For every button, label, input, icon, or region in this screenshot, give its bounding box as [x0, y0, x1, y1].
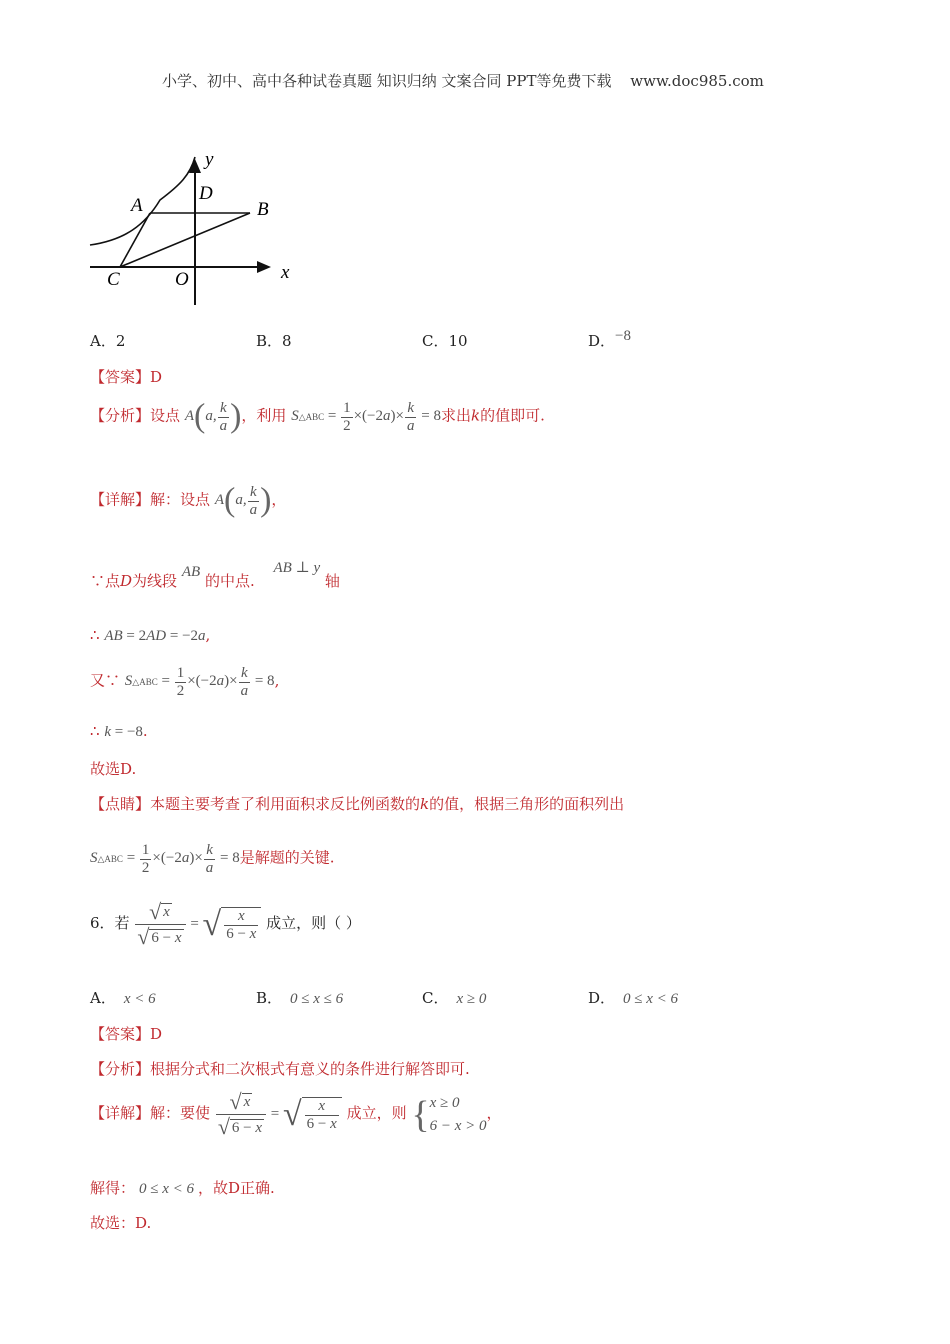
label-b: B [257, 199, 269, 220]
x-axis-arrow [257, 261, 271, 273]
q5-option-d: D．−8 [588, 328, 631, 350]
q6-option-b: B． 0 ≤ x ≤ 6 [256, 989, 344, 1007]
q6-analysis: 【分析】根据分式和二次根式有意义的条件进行解答即可. [90, 1060, 470, 1078]
q5-therefore-k: ∴ k = −8. [90, 722, 148, 740]
q5-tip-formula: S△ABC = $\frac{1}{2}$ ×(−2a)× $\frac{k}{a}$ = 8是解题的关键. [90, 842, 335, 876]
q5-option-a: A．2 [90, 332, 126, 350]
q5-detail: 【详解】解：设点 A(a, $\frac{k}{a}$ )， [90, 482, 287, 519]
label-y: y [205, 149, 214, 170]
q5-option-c: C．10 [422, 332, 468, 350]
q6-answer: 【答案】D [90, 1025, 163, 1043]
header-text: 小学、初中、高中各种试卷真题 知识归纳 文案合同 PPT等免费下载 www.doc985.com [162, 72, 764, 90]
label-c: C [107, 269, 120, 290]
q6-option-a: A． x < 6 [90, 989, 156, 1007]
q5-therefore-ab: ∴ AB = 2AD = −2a, [90, 626, 211, 644]
q6-solve: 解得： 0 ≤ x < 6 ，故D正确. [90, 1179, 275, 1197]
label-o: O [175, 269, 189, 290]
q5-option-b: B．8 [256, 332, 292, 350]
q5-also-line: 又∵ S△ABC = $\frac{1}{2}$ ×(−2a)× $\frac{k}{a}$ = 8, [90, 665, 280, 699]
q6-option-c: C． x ≥ 0 [422, 989, 487, 1007]
label-a: A [131, 195, 143, 216]
q6-question: 6．若 $\frac{√ x}{√ 6 - x}$ = √ $\frac{x}{6 - x}$ 成立，则（ ） [90, 899, 361, 950]
q6-detail: 【详解】解：要使 $\frac{√ x}{√ 6 - x}$ = √ $\frac{x}{6 - x}$ 成立，则 { x ≥ 0 6 − x > 0 ， [90, 1089, 502, 1140]
q6-choose: 故选：D. [90, 1214, 152, 1232]
q5-answer: 【答案】D [90, 368, 163, 386]
label-d: D [199, 183, 213, 204]
q6-option-d: D． 0 ≤ x < 6 [588, 989, 679, 1007]
header-site: www.doc985.com [630, 72, 764, 90]
coordinate-figure [85, 145, 305, 310]
q5-because-line: ∵点D为线段 AB 的中点. AB ⊥ y 轴 [90, 560, 340, 590]
y-axis-arrow [189, 159, 201, 173]
segment-ac [120, 213, 150, 267]
segment-bc [120, 213, 250, 267]
q5-tip: 【点睛】本题主要考查了利用面积求反比例函数的k的值，根据三角形的面积列出 [90, 795, 625, 813]
q5-analysis: 【分析】设点 A(a, $\frac{k}{a}$ )，利用 S△ABC = $\frac{1}{2}$ ×(−2a)× $\frac{k}{a}$ = 8求出k的值即可. [90, 398, 545, 435]
q5-choose: 故选D. [90, 760, 137, 778]
label-x: x [281, 262, 290, 283]
